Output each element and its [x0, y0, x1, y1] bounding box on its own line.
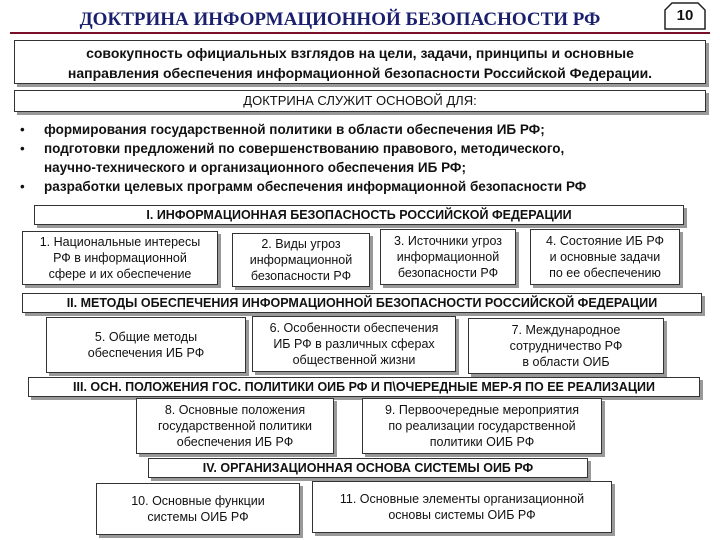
list-item-text: формирования государственной политики в области обеспечения ИБ РФ;: [44, 122, 545, 137]
box-line: 10. Основные функции: [131, 494, 265, 508]
slide-number-badge: [664, 2, 706, 32]
box-line: 1. Национальные интересы: [39, 235, 201, 249]
box-organizational-elements: [312, 481, 612, 533]
bullet-marker: •: [20, 141, 25, 156]
box-line: государственной политики: [157, 419, 313, 433]
box-system-functions: [96, 483, 300, 535]
box-threat-types: [232, 233, 370, 287]
box-international-cooperation: [468, 318, 664, 374]
box-priority-measures: [362, 398, 602, 454]
definition-line-1: совокупность официальных взглядов на цели, задачи, принципы и основные: [86, 45, 634, 61]
box-line: 4. Состояние ИБ РФ: [545, 234, 665, 248]
box-line: политики ОИБ РФ: [429, 435, 535, 449]
bullet-marker: •: [20, 179, 25, 194]
definition-line-2: направления обеспечения информационной безопасности Российской Федерации.: [67, 65, 653, 81]
title-underline: [10, 32, 710, 34]
box-line: обеспечения ИБ РФ: [87, 346, 205, 360]
page-title: ДОКТРИНА ИНФОРМАЦИОННОЙ БЕЗОПАСНОСТИ РФ: [79, 9, 601, 30]
section-1-heading: I. ИНФОРМАЦИОННАЯ БЕЗОПАСНОСТЬ РОССИЙСКОЙ ФЕДЕРАЦИИ: [34, 205, 684, 225]
box-line: в области ОИБ: [522, 355, 610, 369]
box-line: основы системы ОИБ РФ: [388, 508, 536, 522]
box-line: общественной жизни: [292, 353, 416, 367]
box-line: сотрудничество РФ: [509, 339, 623, 353]
serves-as-basis-heading: ДОКТРИНА СЛУЖИТ ОСНОВОЙ ДЛЯ:: [14, 90, 706, 112]
box-sector-features: [252, 316, 456, 372]
box-threat-sources: [380, 229, 516, 285]
box-line: безопасности РФ: [250, 269, 352, 283]
box-line: информационной: [396, 250, 500, 264]
box-line: 3. Источники угроз: [393, 234, 503, 248]
purpose-list: [14, 120, 706, 200]
list-item-text: разработки целевых программ обеспечения информационной безопасности РФ: [44, 179, 587, 194]
box-line: и основные задачи: [549, 250, 661, 264]
box-state-and-tasks: [530, 229, 680, 285]
list-item: [14, 120, 706, 139]
section-3-heading: III. ОСН. ПОЛОЖЕНИЯ ГОС. ПОЛИТИКИ ОИБ РФ И П\ОЧЕРЕДНЫЕ МЕР-Я ПО ЕЕ РЕАЛИЗАЦИИ: [28, 377, 700, 397]
list-item-continuation: [14, 158, 706, 177]
box-line: 2. Виды угроз: [261, 237, 341, 251]
list-item-text: подготовки предложений по совершенствованию правового, методического,: [44, 141, 565, 156]
box-line: 6. Особенности обеспечения: [269, 321, 439, 335]
box-line: информационной: [249, 253, 353, 267]
section-2-heading: II. МЕТОДЫ ОБЕСПЕЧЕНИЯ ИНФОРМАЦИОННОЙ БЕЗОПАСНОСТИ РОССИЙСКОЙ ФЕДЕРАЦИИ: [22, 293, 702, 313]
box-line: обеспечения ИБ РФ: [176, 435, 294, 449]
box-line: ИБ РФ в различных сферах: [273, 337, 435, 351]
box-line: по ее обеспечению: [549, 266, 661, 280]
bullet-marker: •: [20, 122, 25, 137]
box-line: 5. Общие методы: [94, 330, 198, 344]
box-general-methods: [46, 317, 246, 373]
list-item: [14, 139, 706, 158]
box-line: 9. Первоочередные мероприятия: [384, 403, 579, 417]
box-line: 7. Международное: [511, 323, 621, 337]
box-line: РФ в информационной: [53, 251, 187, 265]
box-line: безопасности РФ: [397, 266, 499, 280]
box-line: системы ОИБ РФ: [147, 510, 249, 524]
section-4-heading: IV. ОРГАНИЗАЦИОННАЯ ОСНОВА СИСТЕМЫ ОИБ РФ: [148, 458, 588, 478]
slide-number: 10: [676, 7, 694, 24]
box-line: по реализации государственной: [388, 419, 576, 433]
list-item-text: научно-технического и организационного обеспечения ИБ РФ;: [44, 160, 466, 175]
box-line: 11. Основные элементы организационной: [339, 492, 585, 506]
box-line: сфере и их обеспечение: [48, 267, 192, 281]
box-national-interests: [22, 231, 218, 285]
definition-box: [14, 40, 706, 84]
box-policy-provisions: [136, 398, 334, 454]
box-line: 8. Основные положения: [164, 403, 306, 417]
list-item: [14, 177, 706, 196]
